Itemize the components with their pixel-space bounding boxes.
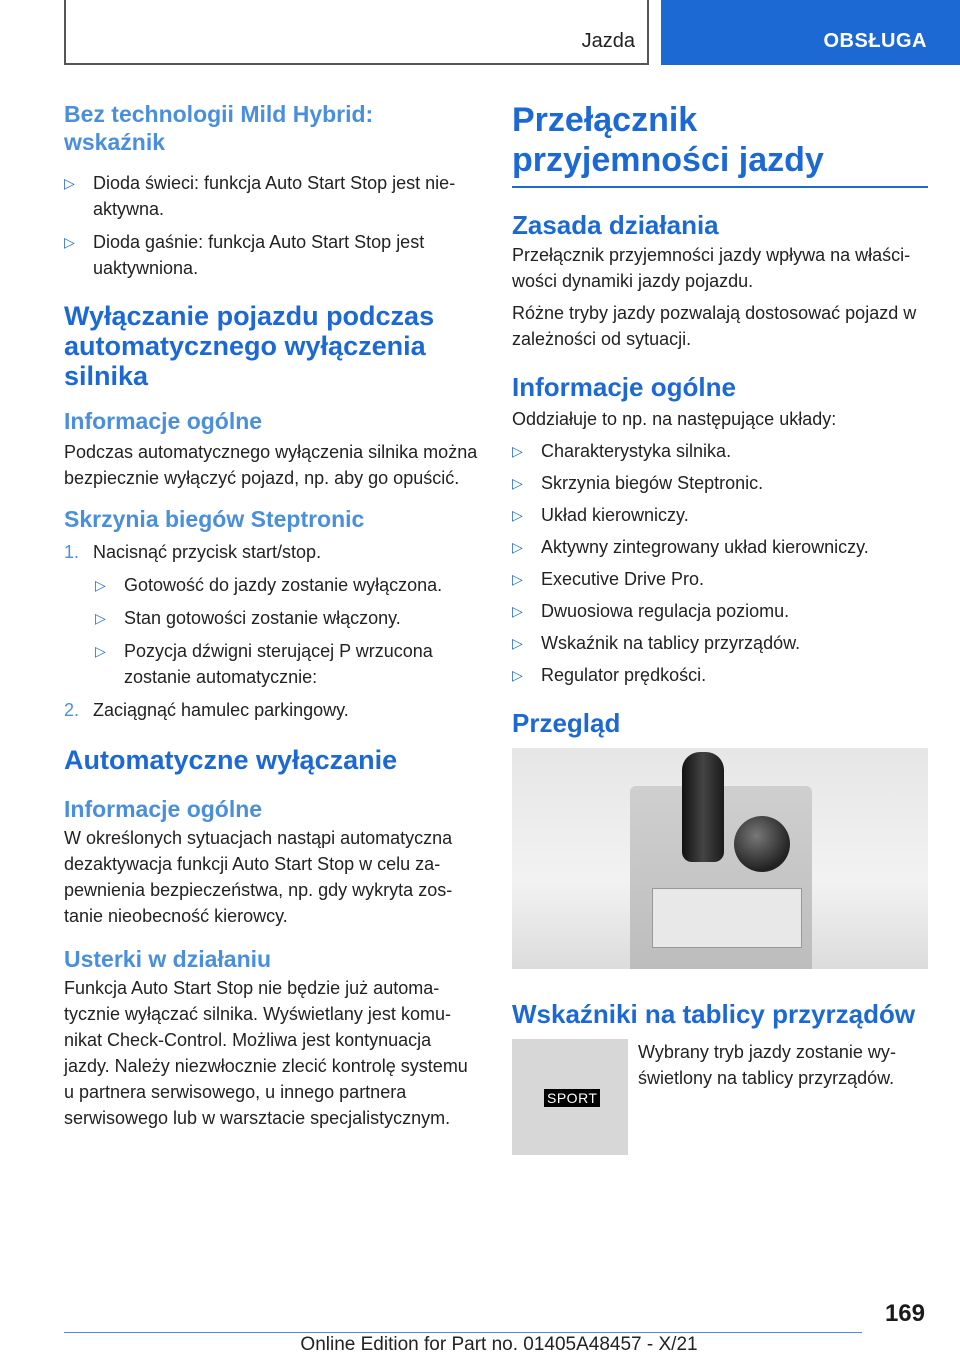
button-panel <box>652 888 802 948</box>
list-item: ▷ Aktywny zintegrowany układ kierowniczy. <box>512 534 928 560</box>
paragraph: Różne tryby jazdy pozwalają dostosować pojazd w zależności od sytuacji. <box>512 303 917 349</box>
heading-overview: Przegląd <box>512 708 621 738</box>
triangle-bullet-icon: ▷ <box>64 175 75 191</box>
list-item: ▷ Układ kierowniczy. <box>512 502 928 528</box>
console-photo <box>512 748 928 969</box>
sport-label: SPORT <box>544 1089 600 1107</box>
list-item: 2. Zaciągnąć hamulec parkingowy. <box>64 700 349 720</box>
heading-malfunction: Usterki w działaniu <box>64 946 272 972</box>
header-tab-label: OBSŁUGA <box>823 30 927 52</box>
paragraph: Oddziałuje to np. na następujące układy: <box>512 409 837 429</box>
header-box <box>64 0 649 65</box>
list-item: ▷ Charakterystyka silnika. <box>512 438 928 464</box>
heading-general-info: Informacje ogólne <box>512 372 736 402</box>
triangle-bullet-icon: ▷ <box>95 610 106 626</box>
heading-instrument-display: Wskaźniki na tablicy przyrządów <box>512 999 916 1029</box>
heading-mild-hybrid: Bez technologii Mild Hybrid: wskaźnik <box>64 101 374 155</box>
list-item: ▷ Dioda gaśnie: funkcja Auto Start Stop jest uaktywniona. <box>64 229 479 281</box>
heading-auto-off: Automatyczne wyłączanie <box>64 745 398 775</box>
list-item: ▷ Pozycja dźwigni sterującej P wrzucona zostanie automatycznie: <box>95 638 479 690</box>
list-item: ▷ Stan gotowości zostanie włączony. <box>95 605 479 631</box>
list-item: ▷ Regulator prędkości. <box>512 662 928 688</box>
right-column <box>512 100 928 1155</box>
header-section: Jazda <box>581 30 635 52</box>
triangle-bullet-icon: ▷ <box>512 667 523 683</box>
list-item: ▷ Wskaźnik na tablicy przyrządów. <box>512 630 928 656</box>
triangle-bullet-icon: ▷ <box>512 475 523 491</box>
paragraph: Wybrany tryb jazdy zostanie wyświetlony na tablicy przyrządów. <box>638 1042 896 1088</box>
list-item: ▷ Skrzynia biegów Steptronic. <box>512 470 928 496</box>
triangle-bullet-icon: ▷ <box>512 571 523 587</box>
list-item: ▷ Executive Drive Pro. <box>512 566 928 592</box>
triangle-bullet-icon: ▷ <box>512 539 523 555</box>
triangle-bullet-icon: ▷ <box>512 507 523 523</box>
triangle-bullet-icon: ▷ <box>64 234 75 250</box>
footer-text: Online Edition for Part no. 01405A48457 - X/21 <box>300 1334 698 1355</box>
paragraph: Przełącznik przyjemności jazdy wpływa na właściwości dynamiki jazdy pojazdu. <box>512 245 911 291</box>
heading-general-info: Informacje ogólne <box>64 796 263 822</box>
paragraph: W określonych sytuacjach nastąpi automatyczna dezaktywacja funkcji Auto Start Stop w celu zapewnienia bezpieczeństwa, np. gdy wykryta zostanie nieobecność kierowcy. <box>64 828 453 926</box>
left-column <box>64 100 479 1131</box>
heading-driving-switch: Przełącznik przyjemności jazdy <box>512 101 824 179</box>
controller-knob <box>734 816 790 872</box>
footer-divider <box>64 1332 862 1333</box>
display-block <box>512 1039 928 1106</box>
header-tab <box>661 0 960 65</box>
triangle-bullet-icon: ▷ <box>95 577 106 593</box>
triangle-bullet-icon: ▷ <box>512 443 523 459</box>
list-item: ▷ Gotowość do jazdy zostanie wyłączona. <box>95 572 479 598</box>
triangle-bullet-icon: ▷ <box>512 603 523 619</box>
list-item: 1. Nacisnąć przycisk start/stop. <box>64 542 322 562</box>
heading-principle: Zasada działania <box>512 210 719 240</box>
sport-display <box>512 1039 628 1155</box>
triangle-bullet-icon: ▷ <box>512 635 523 651</box>
list-item: ▷ Dioda świeci: funkcja Auto Start Stop jest nieaktywna. <box>64 170 479 222</box>
paragraph: Funkcja Auto Start Stop nie będzie już automatycznie wyłączać silnika. Wyświetlany jest komunikat Check-Control. Możliwa jest kontynuacja jazdy. Należy niezwłocznie zlecić kontrolę systemu u partnera serwisowego, u innego partnera serwisowego lub w warsztacie specjalistycznym. <box>64 978 468 1128</box>
paragraph: Podczas automatycznego wyłączenia silnika można bezpiecznie wyłączyć pojazd, np. aby go opuścić. <box>64 442 478 488</box>
systems-list <box>512 438 928 688</box>
heading-general-info: Informacje ogólne <box>64 408 263 434</box>
gear-lever <box>682 752 724 862</box>
list-item: ▷ Dwuosiowa regulacja poziomu. <box>512 598 928 624</box>
page-number: 169 <box>884 1300 925 1327</box>
triangle-bullet-icon: ▷ <box>95 643 106 659</box>
heading-steptronic: Skrzynia biegów Steptronic <box>64 506 365 532</box>
heading-switch-off: Wyłączanie pojazdu podczas automatycznego wyłączenia silnika <box>64 301 435 391</box>
